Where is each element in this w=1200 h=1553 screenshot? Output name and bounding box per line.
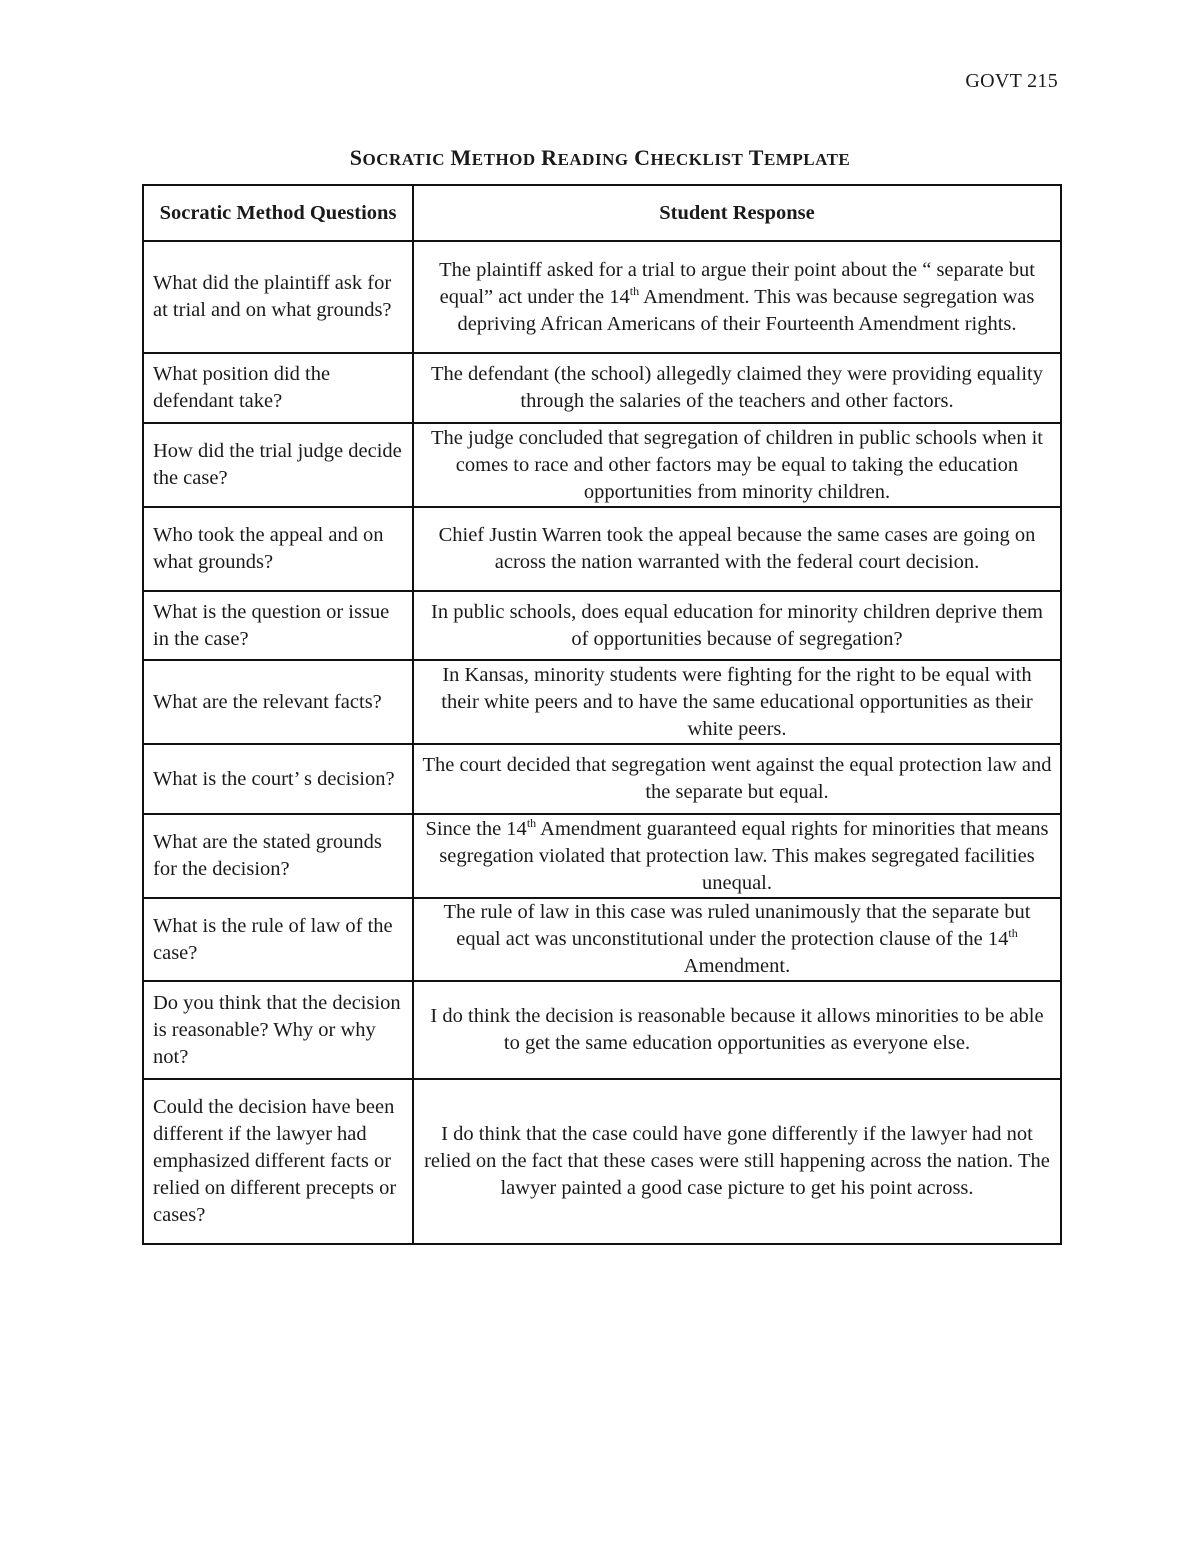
title-word-5-cap: T [748,145,764,170]
response-cell [413,241,1061,353]
title-word-4-rest: HECKLIST [650,150,744,169]
response-cell [413,814,1061,898]
question-cell: Do you think that the decision is reasonable? Why or why not? [143,981,413,1079]
response-text: Amendment. This was because segregation was depriving African Americans of their Fourteenth Amendment rights. [457,285,1035,335]
table-header-row [143,185,1061,241]
question-cell: What are the stated grounds for the decision? [143,814,413,898]
header-questions: Socratic Method Questions [143,185,413,241]
header-response: Student Response [413,185,1061,241]
response-cell: Chief Justin Warren took the appeal because the same cases are going on across the nation warranted with the federal court decision. [413,507,1061,591]
response-text: Since the 14 [425,817,527,840]
table-row [143,744,1061,814]
course-header: GOVT 215 [965,70,1058,92]
title-word-3-cap: R [541,145,558,170]
response-cell: The judge concluded that segregation of children in public schools when it comes to race and other factors may be equal to taking the education opportunities from minority children. [413,423,1061,507]
table-row [143,898,1061,981]
table-row [143,353,1061,423]
response-cell [413,898,1061,981]
response-text: Amendment. [683,955,791,977]
response-cell: In public schools, does equal education for minority children deprive them of opportunities because of segregation? [413,591,1061,660]
question-cell: What position did the defendant take? [143,353,413,423]
document-title [0,145,1200,171]
question-cell: What did the plaintiff ask for at trial and on what grounds? [143,241,413,353]
question-cell: Could the decision have been different if the lawyer had emphasized different facts or relied on different precepts or cases? [143,1079,413,1244]
ordinal-suffix: th [526,815,537,830]
response-cell: The defendant (the school) allegedly claimed they were providing equality through the salaries of the teachers and other factors. [413,353,1061,423]
table-row [143,507,1061,591]
title-word-2-rest: ETHOD [471,150,536,169]
question-cell: What is the rule of law of the case? [143,898,413,981]
table-row [143,241,1061,353]
table-row [143,981,1061,1079]
question-cell: Who took the appeal and on what grounds? [143,507,413,591]
table-row [143,423,1061,507]
response-text: Amendment guaranteed equal rights for minorities that means segregation violated that protection law. This makes segregated facilities unequal. [439,817,1049,894]
response-cell: I do think that the case could have gone differently if the lawyer had not relied on the fact that these cases were still happening across the nation. The lawyer painted a good case picture to get his point across. [413,1079,1061,1244]
question-cell: What are the relevant facts? [143,660,413,744]
response-text: The rule of law in this case was ruled unanimously that the separate but equal act was unconstitutional under the protection clause of the 14 [443,901,1031,950]
title-word-1-rest: OCRATIC [362,150,445,169]
table-row [143,660,1061,744]
response-cell: In Kansas, minority students were fighting for the right to be equal with their white peers and to have the same educational opportunities as their white peers. [413,660,1061,744]
title-word-1-cap: S [349,145,363,170]
question-cell: What is the court’ s decision? [143,744,413,814]
table-row [143,591,1061,660]
response-cell: The court decided that segregation went against the equal protection law and the separate but equal. [413,744,1061,814]
response-cell: I do think the decision is reasonable because it allows minorities to be able to get the same education opportunities as everyone else. [413,981,1061,1079]
question-cell: What is the question or issue in the case? [143,591,413,660]
ordinal-suffix: th [1008,926,1018,941]
table-row [143,1079,1061,1244]
title-word-5-rest: EMPLATE [763,150,851,169]
title-word-4-cap: C [634,145,651,170]
title-word-3-rest: EADING [557,150,629,169]
response-text: The plaintiff asked for a trial to argue their point about the “ separate but equal” act under the 14 [439,258,1035,308]
table-row [143,814,1061,898]
title-word-2-cap: M [450,145,472,170]
ordinal-suffix: th [629,283,640,298]
question-cell: How did the trial judge decide the case? [143,423,413,507]
checklist-table [142,184,1062,1245]
